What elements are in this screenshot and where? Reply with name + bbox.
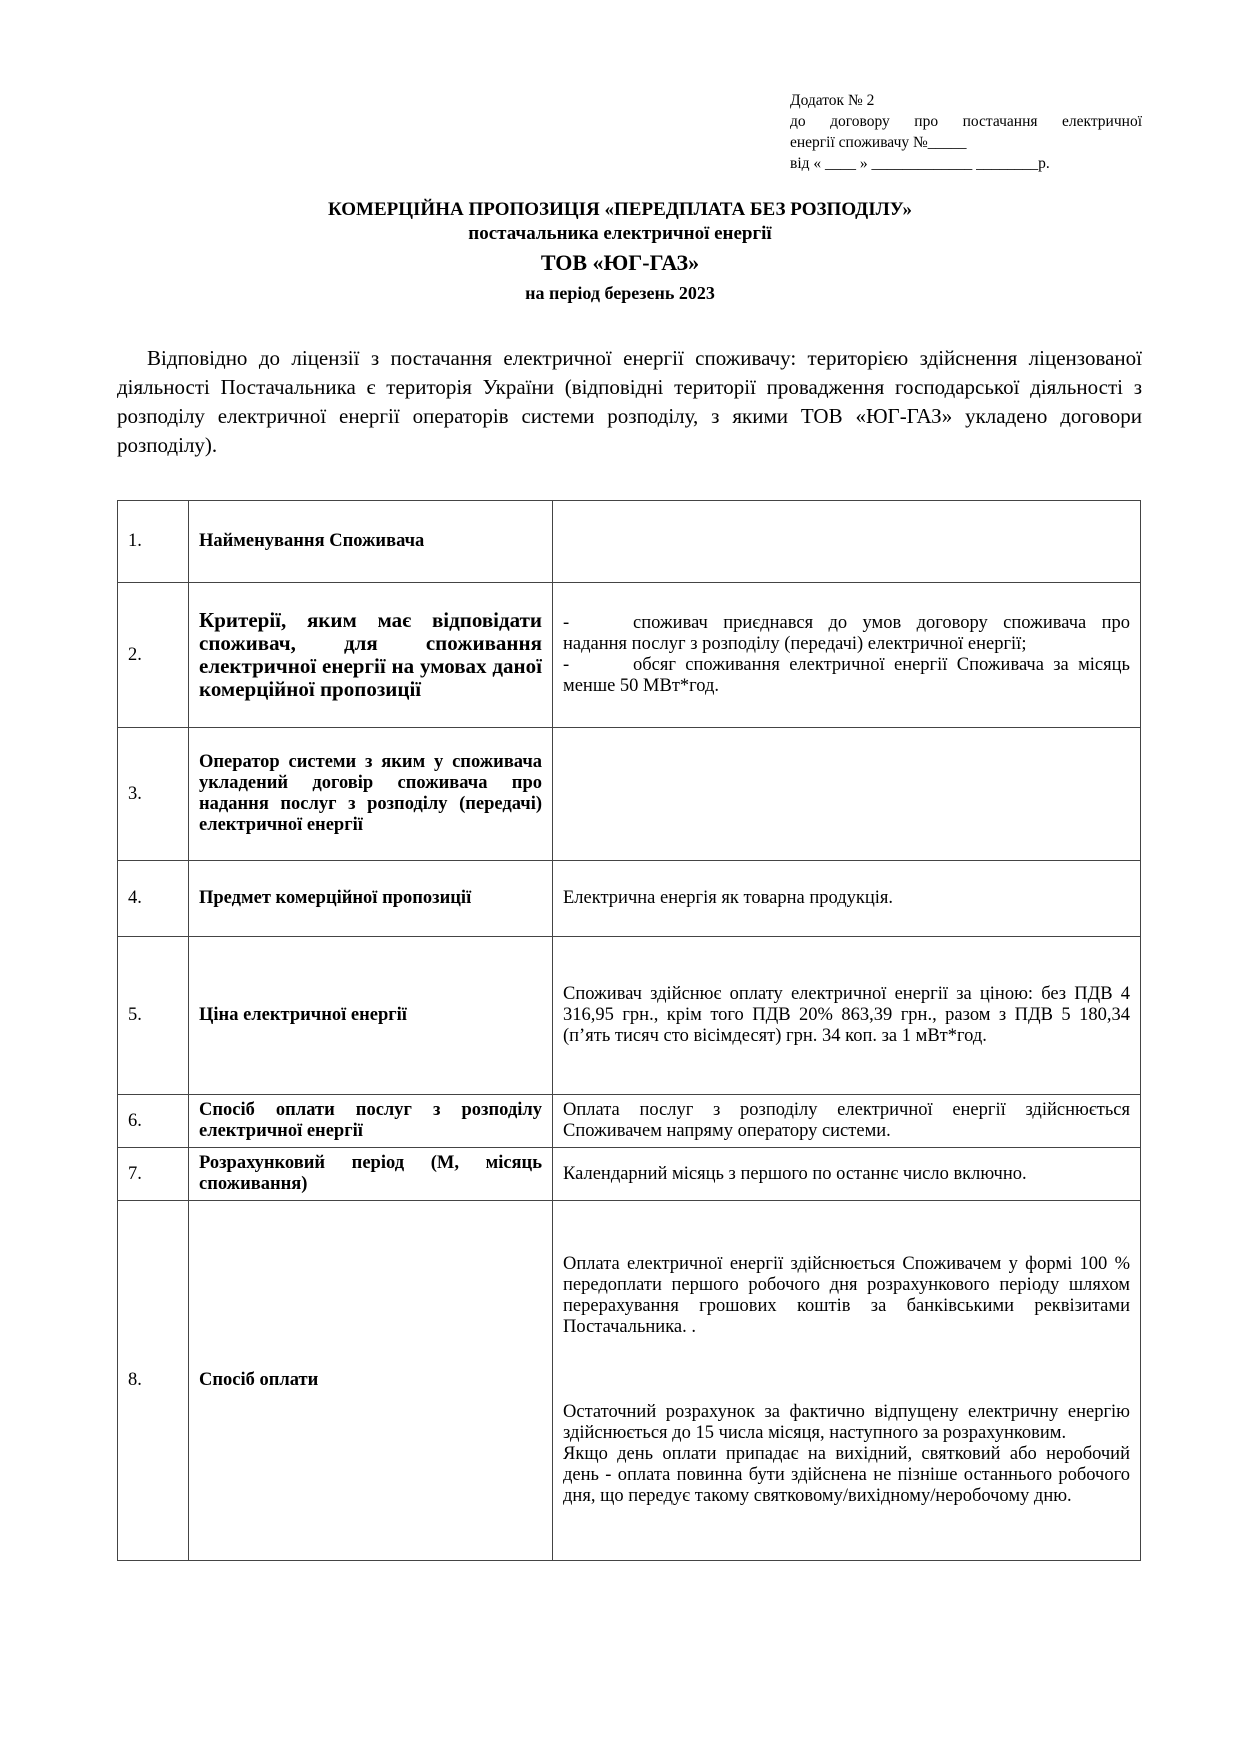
appendix-line-3: енергії споживачу №_____: [790, 134, 967, 151]
table-row: [118, 1201, 1141, 1561]
row-number: 3.: [118, 728, 189, 861]
appendix-block: [790, 90, 1142, 174]
appendix-line-2: до договору про постачання електричної: [790, 113, 1142, 130]
row-value: Оплата послуг з розподілу електричної енергії здійснюється Споживачем напряму оператору системи.: [553, 1095, 1141, 1148]
row-value: Календарний місяць з першого по останнє число включно.: [553, 1148, 1141, 1201]
row-label: Ціна електричної енергії: [189, 937, 553, 1095]
table-row: [118, 583, 1141, 728]
table-row: [118, 861, 1141, 937]
dash-marker: -: [563, 655, 570, 675]
offer-table: [117, 500, 1141, 1561]
row-number: 8.: [118, 1201, 189, 1561]
row-label: Критерії, яким має відповідати споживач, для споживання електричної енергії на умовах даної комерційної пропозиції: [189, 583, 553, 728]
title-line-4: на період березень 2023: [525, 283, 715, 303]
row-number: 4.: [118, 861, 189, 937]
payment-text-1: Оплата електричної енергії здійснюється Споживачем у формі 100 % передоплати першого робочого дня розрахункового періоду шляхом перерахування грошових коштів за банківськими реквізитами Постачальника. .: [563, 1254, 1130, 1337]
row-label: Спосіб оплати послуг з розподілу електричної енергії: [189, 1095, 553, 1148]
row-label: Спосіб оплати: [189, 1201, 553, 1561]
row-value: [553, 583, 1141, 728]
row-value: [553, 728, 1141, 861]
title-line-1: КОМЕРЦІЙНА ПРОПОЗИЦІЯ «ПЕРЕДПЛАТА БЕЗ РОЗПОДІЛУ»: [327, 199, 913, 220]
row-number: 5.: [118, 937, 189, 1095]
row-number: 6.: [118, 1095, 189, 1148]
row-label: Оператор системи з яким у споживача укладений договір споживача про надання послуг з розподілу (передачі) електричної енергії: [189, 728, 553, 861]
appendix-line-1: Додаток № 2: [790, 92, 875, 109]
row-label: Розрахунковий період (М, місяць споживання): [189, 1148, 553, 1201]
table-row: [118, 1095, 1141, 1148]
payment-text-3: Якщо день оплати припадає на вихідний, святковий або неробочий день - оплата повинна бути здійснена не пізніше останнього робочого дня, що передує такому святковому/вихідному/неробочому дню.: [563, 1444, 1130, 1506]
row-label: Предмет комерційної пропозиції: [189, 861, 553, 937]
criteria-text-1: споживач приєднався до умов договору споживача про надання послуг з розподілу (передачі) електричної енергії;: [563, 613, 1130, 654]
row-number: 7.: [118, 1148, 189, 1201]
title-line-3: ТОВ «ЮГ-ГАЗ»: [540, 250, 700, 275]
row-value: Споживач здійснює оплату електричної енергії за ціною: без ПДВ 4 316,95 грн., крім того ПДВ 20% 863,39 грн., разом з ПДВ 5 180,34 (п’ять тисяч сто вісімдесят) грн. 34 коп. за 1 мВт*год.: [553, 937, 1141, 1095]
row-value: [553, 501, 1141, 583]
table-row: [118, 937, 1141, 1095]
row-number: 1.: [118, 501, 189, 583]
criteria-text-2: обсяг споживання електричної енергії Споживача за місяць менше 50 МВт*год.: [563, 655, 1130, 696]
payment-text-2: Остаточний розрахунок за фактично відпущену електричну енергію здійснюється до 15 числа місяця, наступного за розрахунковим.: [563, 1402, 1130, 1443]
table-row: [118, 501, 1141, 583]
dash-marker: -: [563, 613, 570, 633]
paragraph-gap: [563, 1338, 1130, 1402]
row-value: [553, 1201, 1141, 1561]
row-number: 2.: [118, 583, 189, 728]
document-title: [0, 198, 1240, 306]
row-value: Електрична енергія як товарна продукція.: [553, 861, 1141, 937]
criteria-item-2: [563, 655, 1130, 697]
appendix-line-4: від « ____ » _____________ ________р.: [790, 155, 1050, 172]
table-row: [118, 728, 1141, 861]
table-row: [118, 1148, 1141, 1201]
intro-paragraph: Відповідно до ліцензії з постачання електричної енергії споживачу: територією здійснення ліцензованої діяльності Постачальника є територія України (відповідні території провадження господарської діяльності з розподілу електричної енергії операторів системи розподілу, з якими ТОВ «ЮГ-ГАЗ» укладено договори розподілу).: [117, 346, 1142, 457]
criteria-item-1: [563, 613, 1130, 655]
row-label: Найменування Споживача: [189, 501, 553, 583]
title-line-2: постачальника електричної енергії: [468, 223, 772, 244]
